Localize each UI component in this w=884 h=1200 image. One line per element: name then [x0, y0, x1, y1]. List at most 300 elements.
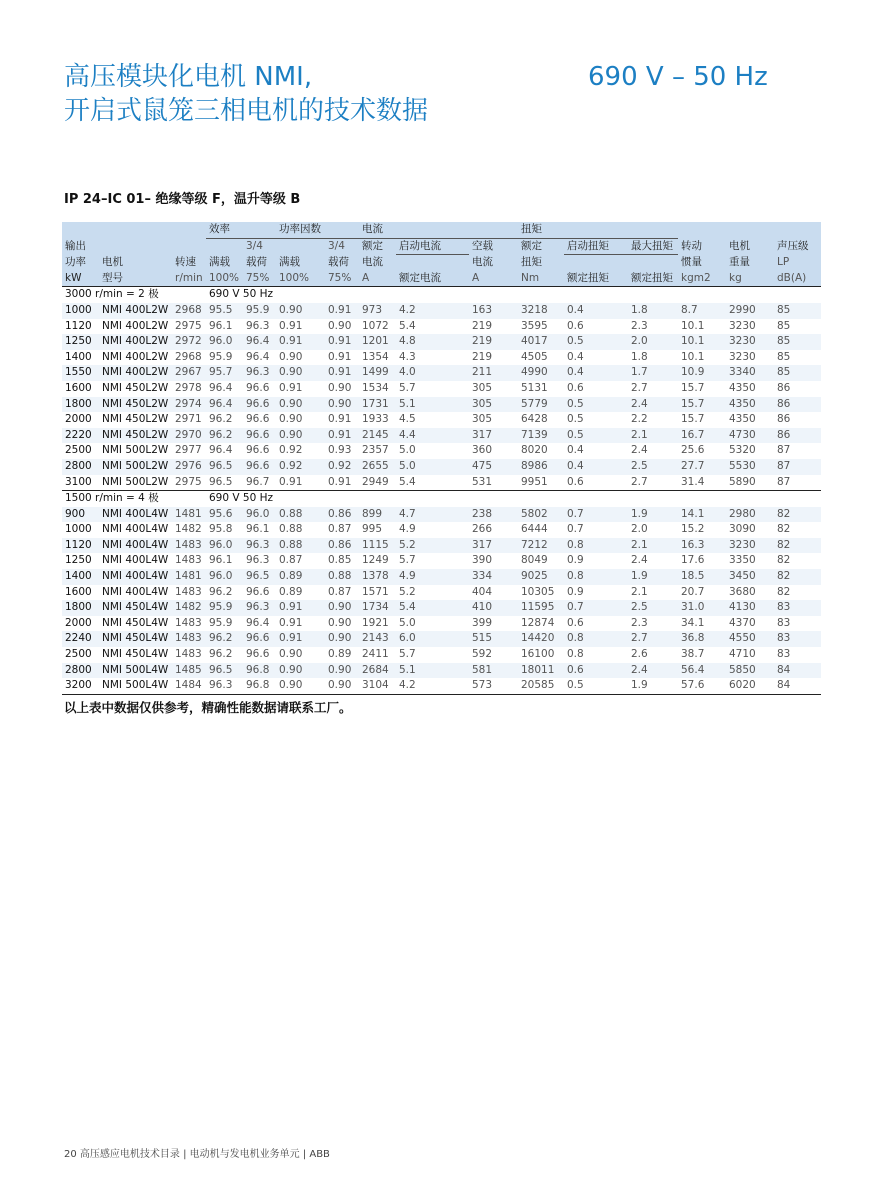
table-header [62, 222, 821, 287]
table-row [62, 350, 821, 366]
table-cell: 2975 [172, 319, 206, 335]
table-cell: 0.90 [325, 678, 359, 694]
header-speed: 转速 [175, 255, 196, 268]
table-cell: 5320 [726, 443, 774, 459]
table-cell: 18011 [518, 663, 564, 679]
table-cell: 10.1 [678, 334, 726, 350]
header-lp: LP [777, 255, 790, 268]
table-cell: 2.4 [628, 663, 678, 679]
table-cell: 0.91 [276, 475, 325, 491]
table-cell: 2.4 [628, 443, 678, 459]
table-cell: 0.6 [564, 663, 628, 679]
table-cell: 96.3 [243, 553, 276, 569]
table-cell: 0.5 [564, 334, 628, 350]
table-cell: 1481 [172, 507, 206, 523]
table-row [62, 381, 821, 397]
unit-start-torque-ratio: 额定扭矩 [564, 271, 628, 287]
table-row [62, 600, 821, 616]
table-cell: 12874 [518, 616, 564, 632]
table-cell: 0.87 [325, 522, 359, 538]
unit-a-2: A [469, 271, 518, 287]
table-cell: 96.4 [243, 616, 276, 632]
table-cell: 1354 [359, 350, 396, 366]
table-cell: 1249 [359, 553, 396, 569]
table-cell: 86 [774, 381, 821, 397]
table-cell: 3450 [726, 569, 774, 585]
table-cell: 96.2 [206, 647, 243, 663]
header-max-torque: 最大扭矩 [628, 238, 678, 255]
table-cell: 5.1 [396, 397, 469, 413]
cell-power: 2500 [62, 443, 99, 459]
table-cell: 0.8 [564, 631, 628, 647]
table-cell: 1921 [359, 616, 396, 632]
table-cell: 1483 [172, 647, 206, 663]
table-cell: 10.1 [678, 350, 726, 366]
table-cell: 85 [774, 334, 821, 350]
table-row [62, 365, 821, 381]
table-cell: 25.6 [678, 443, 726, 459]
table-cell: 2411 [359, 647, 396, 663]
cell-power: 1400 [62, 350, 99, 366]
table-cell: 4.3 [396, 350, 469, 366]
table-cell: 96.1 [206, 319, 243, 335]
table-cell: 0.6 [564, 381, 628, 397]
table-cell: 0.91 [325, 475, 359, 491]
table-cell: 317 [469, 428, 518, 444]
table-cell: 1481 [172, 569, 206, 585]
table-cell: 4550 [726, 631, 774, 647]
motor-spec-table [62, 222, 821, 695]
table-cell: 0.92 [276, 459, 325, 475]
table-row [62, 569, 821, 585]
table-cell: 390 [469, 553, 518, 569]
table-cell: 2.1 [628, 538, 678, 554]
table-cell: 2.4 [628, 397, 678, 413]
table-cell: 96.3 [206, 678, 243, 694]
table-row [62, 475, 821, 491]
table-cell: 334 [469, 569, 518, 585]
cell-motor-type: NMI 500L4W [99, 663, 172, 679]
table-cell: 96.0 [243, 507, 276, 523]
cell-motor-type: NMI 400L4W [99, 585, 172, 601]
voltage-title: 690 V – 50 Hz [588, 62, 768, 92]
unit-dba: dB(A) [774, 271, 821, 287]
table-cell: 1483 [172, 553, 206, 569]
table-cell: 1482 [172, 522, 206, 538]
header-load-eff: 载荷 [246, 255, 267, 268]
table-cell: 6020 [726, 678, 774, 694]
table-cell: 4.2 [396, 678, 469, 694]
table-cell: 16.3 [678, 538, 726, 554]
table-cell: 96.6 [243, 381, 276, 397]
table-cell: 360 [469, 443, 518, 459]
table-cell: 31.0 [678, 600, 726, 616]
table-cell: 1.9 [628, 678, 678, 694]
table-cell: 16100 [518, 647, 564, 663]
table-cell: 305 [469, 412, 518, 428]
table-cell: 0.86 [325, 538, 359, 554]
table-cell: 2970 [172, 428, 206, 444]
table-cell: 95.5 [206, 303, 243, 319]
table-cell: 18.5 [678, 569, 726, 585]
table-cell: 2968 [172, 350, 206, 366]
table-cell: 27.7 [678, 459, 726, 475]
table-cell: 2.6 [628, 647, 678, 663]
header-row-3 [62, 255, 821, 271]
table-cell: 2.0 [628, 522, 678, 538]
table-cell: 2978 [172, 381, 206, 397]
cell-power: 2220 [62, 428, 99, 444]
table-cell: 0.92 [325, 459, 359, 475]
header-noise: 声压级 [777, 239, 809, 252]
cell-power: 1000 [62, 303, 99, 319]
table-cell: 5530 [726, 459, 774, 475]
table-cell: 36.8 [678, 631, 726, 647]
table-cell: 85 [774, 350, 821, 366]
table-cell: 96.5 [243, 569, 276, 585]
table-cell: 0.87 [276, 553, 325, 569]
table-cell: 592 [469, 647, 518, 663]
table-cell: 4370 [726, 616, 774, 632]
table-cell: 96.0 [206, 334, 243, 350]
table-cell: 317 [469, 538, 518, 554]
table-cell: 4.9 [396, 569, 469, 585]
table-cell: 0.91 [276, 600, 325, 616]
table-cell: 5.4 [396, 475, 469, 491]
table-cell: 5131 [518, 381, 564, 397]
cell-motor-type: NMI 400L4W [99, 522, 172, 538]
band-header-row [62, 287, 821, 303]
table-cell: 82 [774, 569, 821, 585]
table-cell: 4730 [726, 428, 774, 444]
table-cell: 15.7 [678, 397, 726, 413]
disclaimer-note: 以上表中数据仅供参考，精确性能数据请联系工厂。 [64, 700, 352, 715]
table-cell: 0.8 [564, 538, 628, 554]
cell-power: 1600 [62, 381, 99, 397]
cell-motor-type: NMI 450L2W [99, 412, 172, 428]
cell-power: 1250 [62, 334, 99, 350]
table-cell: 86 [774, 412, 821, 428]
table-cell: 0.90 [325, 319, 359, 335]
table-cell: 3230 [726, 319, 774, 335]
table-row [62, 334, 821, 350]
table-cell: 3230 [726, 538, 774, 554]
header-power: 功率 [65, 255, 86, 268]
table-cell: 0.91 [325, 334, 359, 350]
table-cell: 96.4 [243, 350, 276, 366]
table-cell: 4017 [518, 334, 564, 350]
header-row-2 [62, 238, 821, 255]
table-cell: 96.3 [243, 538, 276, 554]
cell-motor-type: NMI 400L4W [99, 538, 172, 554]
cell-motor-type: NMI 450L4W [99, 600, 172, 616]
unit-rmin: r/min [172, 271, 206, 287]
header-full-load-pf: 满载 [279, 255, 300, 268]
table-cell: 305 [469, 381, 518, 397]
table-cell: 3595 [518, 319, 564, 335]
table-cell: 0.6 [564, 616, 628, 632]
table-cell: 475 [469, 459, 518, 475]
table-cell: 31.4 [678, 475, 726, 491]
table-cell: 1.9 [628, 507, 678, 523]
unit-kgm2: kgm2 [678, 271, 726, 287]
cell-power: 1000 [62, 522, 99, 538]
unit-p75: 75% [243, 271, 276, 287]
table-cell: 0.89 [276, 585, 325, 601]
table-cell: 4.2 [396, 303, 469, 319]
table-cell: 0.7 [564, 600, 628, 616]
table-cell: 5890 [726, 475, 774, 491]
header-row-units [62, 271, 821, 287]
table-cell: 96.6 [243, 585, 276, 601]
table-cell: 83 [774, 600, 821, 616]
table-cell: 14420 [518, 631, 564, 647]
table-cell: 4350 [726, 381, 774, 397]
band-voltage-label: 690 V 50 Hz [206, 491, 821, 507]
table-cell: 96.1 [206, 553, 243, 569]
table-cell: 5.1 [396, 663, 469, 679]
table-cell: 3340 [726, 365, 774, 381]
table-cell: 96.2 [206, 428, 243, 444]
table-cell: 1.7 [628, 365, 678, 381]
table-cell: 0.90 [325, 600, 359, 616]
table-cell: 5.7 [396, 647, 469, 663]
table-cell: 0.91 [325, 365, 359, 381]
table-cell: 0.91 [325, 303, 359, 319]
table-cell: 0.85 [325, 553, 359, 569]
table-cell: 2.5 [628, 600, 678, 616]
table-cell: 5.7 [396, 381, 469, 397]
table-cell: 8.7 [678, 303, 726, 319]
table-cell: 15.7 [678, 381, 726, 397]
table-cell: 38.7 [678, 647, 726, 663]
table-cell: 0.4 [564, 459, 628, 475]
table-cell: 0.8 [564, 569, 628, 585]
table-cell: 0.88 [276, 522, 325, 538]
table-cell: 5.4 [396, 319, 469, 335]
table-cell: 15.7 [678, 412, 726, 428]
table-cell: 0.90 [276, 678, 325, 694]
table-row [62, 585, 821, 601]
table-row [62, 303, 821, 319]
table-cell: 2949 [359, 475, 396, 491]
table-cell: 0.5 [564, 397, 628, 413]
table-cell: 86 [774, 428, 821, 444]
cell-motor-type: NMI 450L2W [99, 428, 172, 444]
table-cell: 0.86 [325, 507, 359, 523]
table-cell: 5.2 [396, 538, 469, 554]
table-cell: 83 [774, 616, 821, 632]
table-cell: 0.9 [564, 553, 628, 569]
table-cell: 2.1 [628, 428, 678, 444]
table-cell: 0.5 [564, 412, 628, 428]
table-cell: 2977 [172, 443, 206, 459]
table-cell: 2.5 [628, 459, 678, 475]
table-cell: 1483 [172, 538, 206, 554]
header-motor-mass: 电机 [729, 239, 750, 252]
table-cell: 1.8 [628, 350, 678, 366]
table-cell: 83 [774, 631, 821, 647]
table-cell: 95.6 [206, 507, 243, 523]
cell-motor-type: NMI 500L2W [99, 443, 172, 459]
table-cell: 85 [774, 319, 821, 335]
table-cell: 531 [469, 475, 518, 491]
header-inertia: 转动 [681, 239, 702, 252]
table-cell: 95.8 [206, 522, 243, 538]
table-cell: 17.6 [678, 553, 726, 569]
header-start-current: 启动电流 [396, 238, 469, 255]
table-cell: 3218 [518, 303, 564, 319]
unit-start-ratio: 额定电流 [396, 271, 469, 287]
cell-motor-type: NMI 450L4W [99, 647, 172, 663]
table-cell: 266 [469, 522, 518, 538]
table-row [62, 397, 821, 413]
table-cell: 95.7 [206, 365, 243, 381]
table-cell: 95.9 [206, 600, 243, 616]
table-cell: 96.5 [206, 459, 243, 475]
table-cell: 9951 [518, 475, 564, 491]
table-cell: 2.3 [628, 319, 678, 335]
table-cell: 4350 [726, 397, 774, 413]
table-cell: 8020 [518, 443, 564, 459]
table-cell: 2143 [359, 631, 396, 647]
table-cell: 2.4 [628, 553, 678, 569]
cell-motor-type: NMI 400L4W [99, 569, 172, 585]
page-title [64, 60, 428, 128]
cell-power: 2000 [62, 412, 99, 428]
table-cell: 96.8 [243, 678, 276, 694]
table-cell: 96.8 [243, 663, 276, 679]
table-cell: 0.91 [325, 350, 359, 366]
table-cell: 0.92 [276, 443, 325, 459]
cell-power: 2000 [62, 616, 99, 632]
page-footer: 20 高压感应电机技术目录 | 电动机与发电机业务单元 | ABB [64, 1149, 330, 1160]
cell-motor-type: NMI 450L4W [99, 616, 172, 632]
table-cell: 4990 [518, 365, 564, 381]
cell-power: 2240 [62, 631, 99, 647]
table-cell: 581 [469, 663, 518, 679]
table-cell: 84 [774, 678, 821, 694]
table-cell: 0.4 [564, 443, 628, 459]
title-line-2: 开启式鼠笼三相电机的技术数据 [64, 96, 429, 126]
table-cell: 82 [774, 585, 821, 601]
section-subtitle: IP 24–IC 01– 绝缘等级 F，温升等级 B [64, 192, 301, 207]
table-cell: 82 [774, 553, 821, 569]
table-cell: 0.90 [276, 412, 325, 428]
table-cell: 0.5 [564, 428, 628, 444]
table-row [62, 553, 821, 569]
table-cell: 4.0 [396, 365, 469, 381]
table-cell: 0.88 [276, 538, 325, 554]
table-cell: 1499 [359, 365, 396, 381]
table-cell: 4710 [726, 647, 774, 663]
header-power-factor: 功率因数 [276, 222, 359, 238]
table-cell: 96.0 [206, 569, 243, 585]
table-cell: 0.5 [564, 678, 628, 694]
cell-power: 1120 [62, 319, 99, 335]
table-cell: 96.6 [243, 647, 276, 663]
table-cell: 0.90 [325, 381, 359, 397]
table-cell: 96.0 [206, 538, 243, 554]
table-cell: 5.4 [396, 600, 469, 616]
table-cell: 96.6 [243, 397, 276, 413]
header-full-load-eff: 满载 [209, 255, 230, 268]
table-cell: 1484 [172, 678, 206, 694]
header-torque: 扭矩 [518, 222, 678, 238]
table-cell: 2.1 [628, 585, 678, 601]
table-cell: 10.1 [678, 319, 726, 335]
table-cell: 0.4 [564, 350, 628, 366]
table-cell: 0.90 [325, 631, 359, 647]
table-cell: 0.4 [564, 303, 628, 319]
table-cell: 0.7 [564, 522, 628, 538]
table-row [62, 678, 821, 694]
table-cell: 96.6 [243, 443, 276, 459]
table-cell: 6444 [518, 522, 564, 538]
table-cell: 96.6 [243, 428, 276, 444]
table-cell: 2.2 [628, 412, 678, 428]
table-cell: 1.8 [628, 303, 678, 319]
table-cell: 96.5 [206, 475, 243, 491]
table-cell: 82 [774, 522, 821, 538]
table-cell: 10305 [518, 585, 564, 601]
table-cell: 2968 [172, 303, 206, 319]
table-cell: 973 [359, 303, 396, 319]
table-cell: 0.91 [276, 319, 325, 335]
table-cell: 5779 [518, 397, 564, 413]
table-cell: 96.4 [206, 397, 243, 413]
band-voltage-label: 690 V 50 Hz [206, 287, 821, 303]
table-cell: 96.2 [206, 585, 243, 601]
table-row [62, 522, 821, 538]
table-cell: 1378 [359, 569, 396, 585]
table-cell: 0.91 [325, 412, 359, 428]
table-cell: 0.90 [276, 365, 325, 381]
table-cell: 0.87 [325, 585, 359, 601]
table-cell: 15.2 [678, 522, 726, 538]
cell-motor-type: NMI 500L4W [99, 678, 172, 694]
cell-power: 2500 [62, 647, 99, 663]
header-start-torque: 启动扭矩 [564, 238, 628, 255]
table-cell: 0.91 [276, 616, 325, 632]
table-cell: 219 [469, 350, 518, 366]
cell-power: 2800 [62, 663, 99, 679]
cell-motor-type: NMI 500L2W [99, 459, 172, 475]
header-no-load: 空载 [472, 239, 493, 252]
table-cell: 1483 [172, 631, 206, 647]
table-cell: 219 [469, 334, 518, 350]
table-cell: 82 [774, 507, 821, 523]
cell-power: 900 [62, 507, 99, 523]
table-cell: 0.90 [276, 303, 325, 319]
table-cell: 96.3 [243, 319, 276, 335]
table-cell: 2976 [172, 459, 206, 475]
cell-power: 1600 [62, 585, 99, 601]
header-row-1 [62, 222, 821, 238]
header-current: 电流 [359, 222, 518, 238]
table-cell: 1734 [359, 600, 396, 616]
table-cell: 2684 [359, 663, 396, 679]
cell-motor-type: NMI 450L2W [99, 381, 172, 397]
unit-q75: 75% [325, 271, 359, 287]
table-cell: 573 [469, 678, 518, 694]
cell-motor-type: NMI 450L4W [99, 631, 172, 647]
table-row [62, 616, 821, 632]
table-cell: 404 [469, 585, 518, 601]
table-cell: 0.90 [276, 350, 325, 366]
table-cell: 0.90 [276, 663, 325, 679]
unit-a: A [359, 271, 396, 287]
